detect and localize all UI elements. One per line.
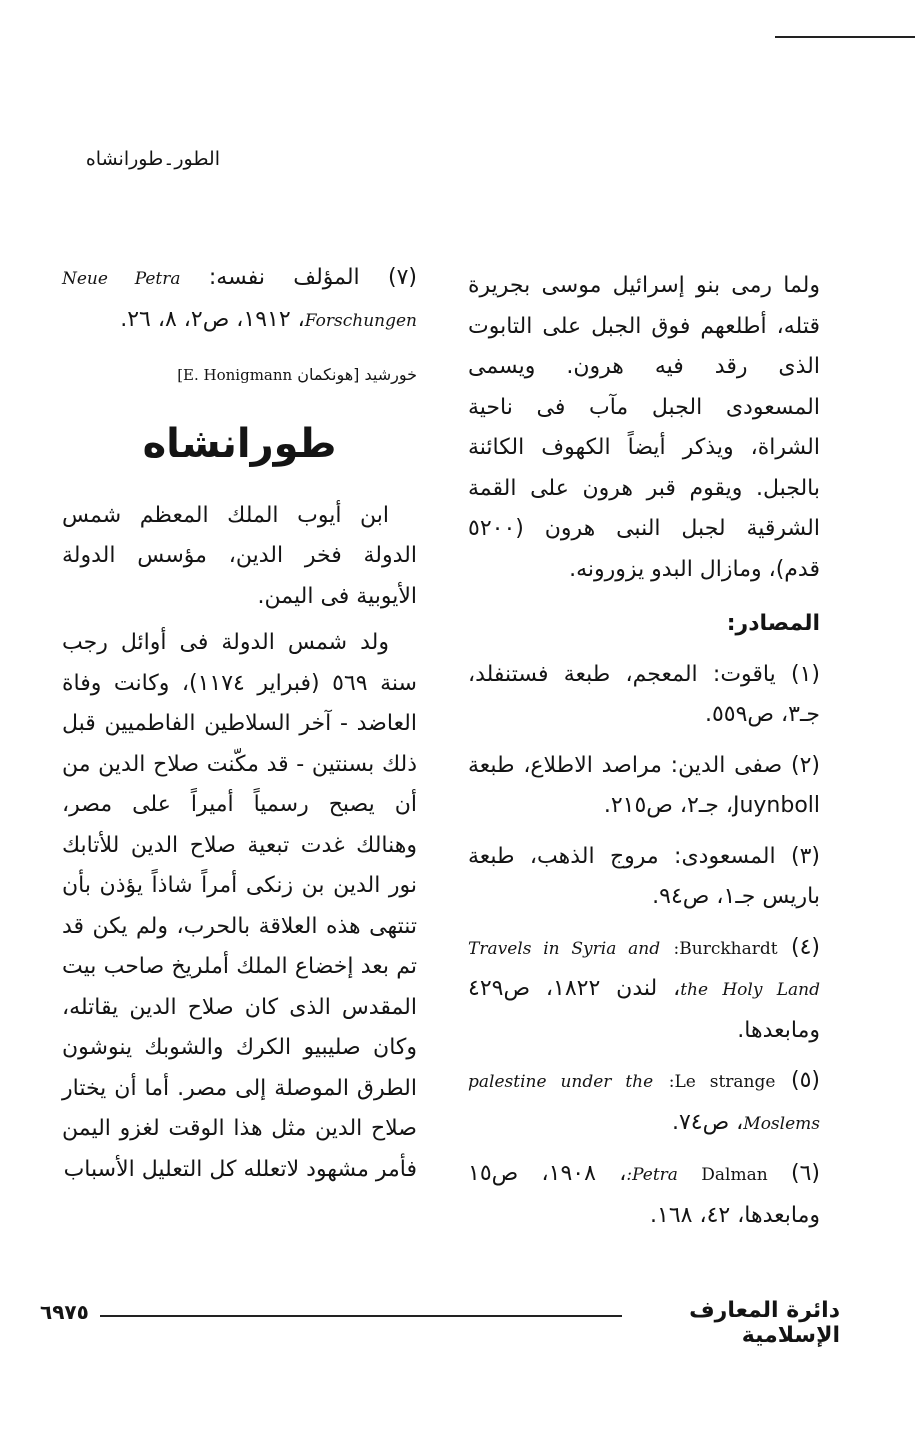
source-4-number: (٤) — [790, 934, 820, 960]
source-5-details: ، ص٧٤. — [671, 1109, 744, 1135]
source-4-title: Travels in Syria and the Holy Land — [468, 938, 820, 1000]
note-7 — [62, 258, 417, 341]
source-6-title: :Petra — [626, 1165, 678, 1185]
source-item-6 — [468, 1154, 820, 1236]
page-number: ٦٩٧٥ — [40, 1300, 89, 1324]
note-7-title: Neue Petra Forschungen — [62, 269, 417, 331]
source-6-author: Dalman — [701, 1165, 768, 1185]
footer-title: دائرة المعارف الإسلامية — [689, 1298, 840, 1348]
left-column — [62, 258, 417, 1190]
note-7-details: ، ١٩١٢، ص٢، ٨، ٢٦. — [120, 306, 305, 332]
paragraph-2: ولد شمس الدولة فى أوائل رجب سنة ٥٦٩ (فبراير ١١٧٤)، وكانت وفاة العاضد - آخر السلاطين الفاطميين قبل ذلك بسنتين - قد مكّنت صلاح الدين من أن يصبح رسمياً أميراً على مصر، وهنالك غدت تبعية صلاح الدين للأتابك نور الدين بن زنكى أمراً شاذاً يؤذن بأن تنتهى هذه العلاقة بالحرب، ولم يكن قد تم بعد إخضاع الملك أملريخ صاحب بيت المقدس الذى كان صلاح الدين يقاتله، وكان صليبيو الكرك والشوبك ينوشون الطرق الموصلة إلى مصر. أما أن يختار صلاح الدين مثل هذا الوقت لغزو اليمن فأمر مشهود لاتعلله كل التعليل الأسباب — [62, 630, 417, 1182]
running-head: الطور۔طورانشاه — [85, 148, 220, 170]
footer-rule — [100, 1315, 622, 1317]
paragraph-1: ابن أيوب الملك المعظم شمس الدولة فخر الدين، مؤسس الدولة الأيوبية فى اليمن. — [62, 502, 417, 609]
source-5-number: (٥) — [790, 1068, 820, 1093]
author-latin: [E. Honigmann — [177, 366, 293, 384]
right-column — [468, 266, 820, 1236]
author-arabic: خورشيد [هونكمان — [297, 365, 417, 384]
source-6-details: ، ١٩٠٨، ص١٥ ومابعدها، ٤٢، ١٦٨. — [468, 1161, 820, 1228]
source-item-2: (٢) صفى الدين: مراصد الاطلاع، طبعة Juynboll، جـ٢، ص٢١٥. — [468, 752, 820, 818]
top-rule — [775, 36, 915, 38]
source-item-3: (٣) المسعودى: مروج الذهب، طبعة باريس جـ١، ص٩٤. — [468, 843, 820, 909]
sources-title: المصادر: — [726, 611, 820, 636]
source-6-number: (٦) — [790, 1161, 820, 1186]
note-7-prefix: (٧) المؤلف نفسه: — [208, 265, 418, 290]
source-item-1: (١) ياقوت: المعجم، طبعة فستنفلد، جـ٣، ص٥٥٩. — [468, 661, 820, 727]
source-5-author: :Le strange — [668, 1072, 776, 1092]
source-4-author: :Burckhardt — [673, 938, 778, 959]
author-signature — [62, 355, 417, 396]
right-column-body: ولما رمى بنو إسرائيل موسى بجريرة قتله، أطلعهم فوق الجبل على التابوت الذى رقد فيه هرون. ويسمى المسعودى الجبل مآب فى ناحية الشراة، ويذكر أيضاً الكهوف الكائنة بالجبل. ويقوم قبر هرون على القمة الشرقية لجبل النبى هرون (٥٢٠٠ قدم)، ومازال البدو يزورونه. — [468, 273, 820, 582]
source-item-5 — [468, 1061, 820, 1144]
source-item-4 — [468, 928, 820, 1052]
article-title: طورانشاه — [142, 420, 337, 467]
source-5-title: palestine under the Moslems — [468, 1072, 820, 1134]
source-4-details: ، لندن ١٨٢٢، ص٤٢٩ ومابعدها. — [468, 976, 820, 1043]
